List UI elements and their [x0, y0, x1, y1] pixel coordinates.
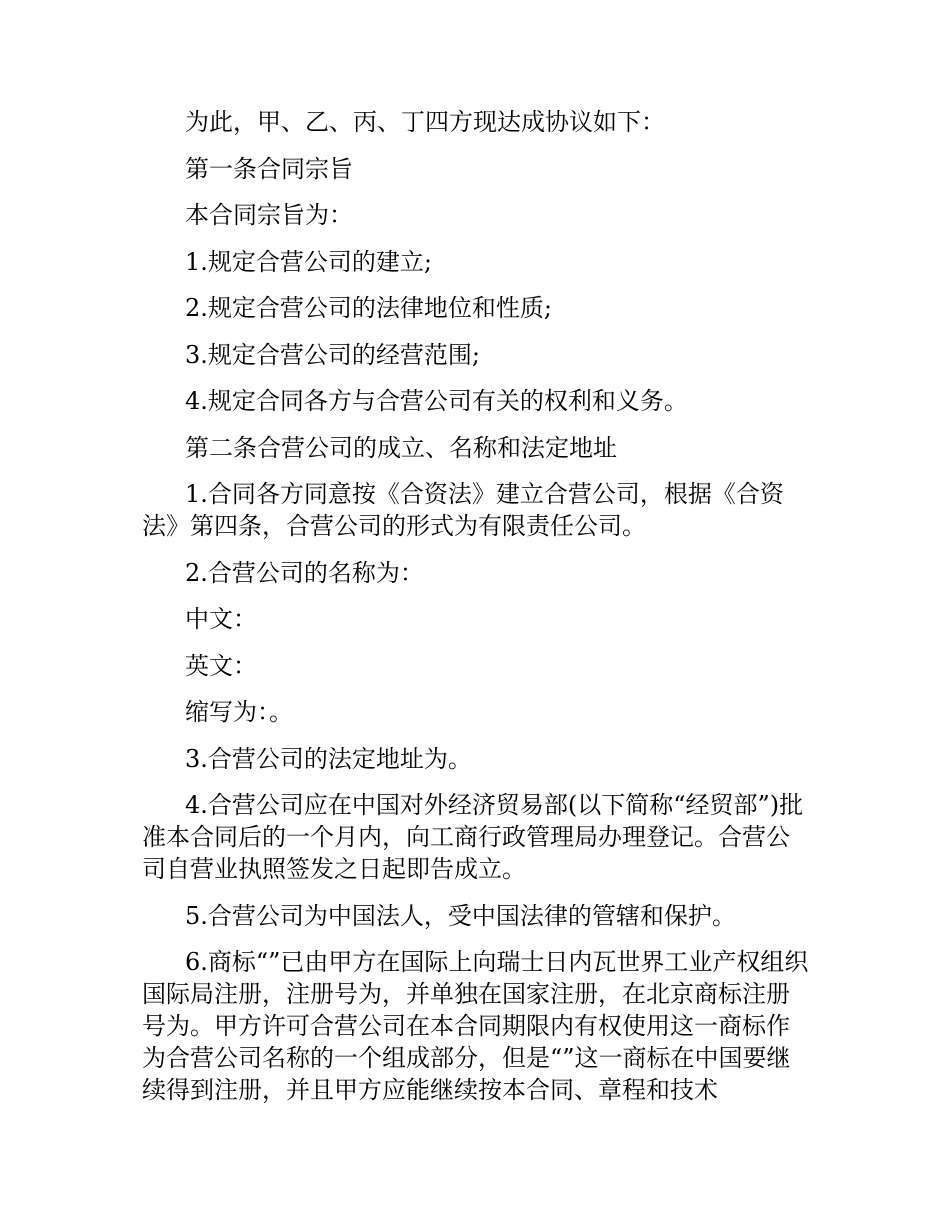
list-item-purpose-2: 2.规定合营公司的法律地位和性质;: [185, 294, 552, 322]
name-chinese: 中文：: [185, 605, 257, 633]
clause-2-2: 2.合营公司的名称为：: [185, 558, 424, 587]
heading-article-2: 第二条合营公司的成立、名称和法定地址: [185, 433, 617, 462]
clause-2-1: 1.合同各方同意按《合资法》建立合营公司，根据《合资法》第四条，合营公司的形式为有限责任公司。: [142, 480, 784, 540]
clause-2-6: 6.商标“”已由甲方在国际上向瑞士日内瓦世界工业产权组织国际局注册，注册号为，并单独在国家注册，在北京商标注册号为。甲方许可合营公司在本合同期限内有权使用这一商标作为合营公司名称的一个组成部分，但是“”这一商标在中国要继续得到注册，并且甲方应能继续按本合同、章程和技术: [142, 948, 809, 1104]
list-item-purpose-1: 1.规定合营公司的建立;: [185, 247, 432, 276]
clause-2-4: 4.合营公司应在中国对外经济贸易部(以下简称“经贸部”)批准本合同后的一个月内，向工商行政管理局办理登记。合营公司自营业执照签发之日起即告成立。: [142, 791, 804, 883]
document-body: [142, 106, 812, 1121]
clause-2-3: 3.合营公司的法定地址为。: [185, 744, 472, 773]
list-item-purpose-4: 4.规定合同各方与合营公司有关的权利和义务。: [185, 387, 688, 415]
clause-2-5: 5.合营公司为中国法人，受中国法律的管辖和保护。: [185, 901, 736, 930]
name-english: 英文：: [185, 651, 257, 680]
paragraph-intro: 为此，甲、乙、丙、丁四方现达成协议如下：: [185, 108, 665, 136]
paragraph-purpose-intro: 本合同宗旨为：: [185, 201, 353, 229]
list-item-purpose-3: 3.规定合营公司的经营范围;: [185, 340, 480, 369]
name-abbreviation: 缩写为：。: [185, 698, 293, 726]
heading-article-1: 第一条合同宗旨: [185, 154, 353, 183]
